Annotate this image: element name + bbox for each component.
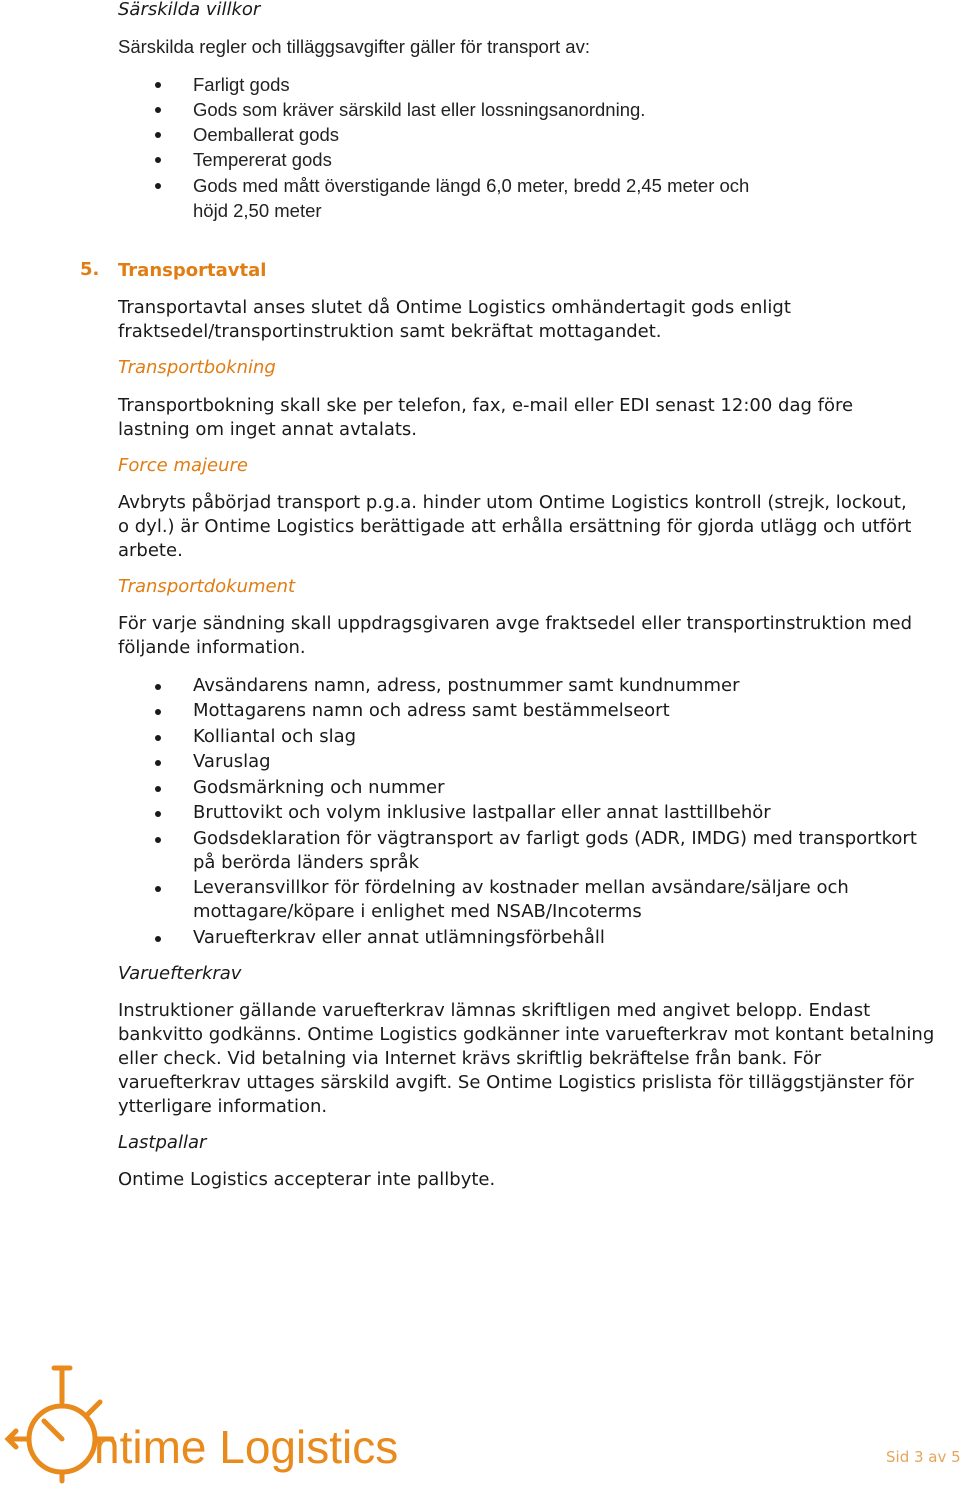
ontime-logistics-logo xyxy=(0,1355,399,1487)
list-item: Gods med mått överstigande längd 6,0 meter, bredd 2,45 meter och xyxy=(193,175,750,196)
bullet xyxy=(155,157,161,163)
bullet xyxy=(155,786,161,792)
list-item: Tempererat gods xyxy=(193,149,332,170)
paragraph: Ontime Logistics accepterar inte pallbyte. xyxy=(118,1169,496,1190)
paragraph-line: Transportbokning skall ske per telefon, fax, e-mail eller EDI senast 12:00 dag före xyxy=(118,395,854,416)
logo-graphic xyxy=(0,1355,399,1482)
paragraph-line: ytterligare information. xyxy=(118,1096,328,1117)
list-item: Godsdeklaration för vägtransport av farligt gods (ADR, IMDG) med transportkort xyxy=(193,828,917,849)
paragraph-line: lastning om inget annat avtalats. xyxy=(118,419,418,440)
logo-wordmark: ntime Logistics xyxy=(94,1421,399,1473)
bullet xyxy=(155,183,161,189)
bullet xyxy=(155,760,161,766)
bullet xyxy=(155,735,161,741)
list-item-continuation: höjd 2,50 meter xyxy=(193,200,322,221)
paragraph-line: fraktsedel/transportinstruktion samt bekräftat mottagandet. xyxy=(118,321,662,342)
section-heading-sarskilda-villkor: Särskilda villkor xyxy=(118,0,261,20)
list-item: Kolliantal och slag xyxy=(193,726,357,747)
list-item-continuation: mottagare/köpare i enlighet med NSAB/Incoterms xyxy=(193,901,642,922)
paragraph: Särskilda regler och tilläggsavgifter gäller för transport av: xyxy=(118,36,590,57)
paragraph-line: bankvitto godkänns. Ontime Logistics godkänner inte varuefterkrav mot kontant betalning xyxy=(118,1024,935,1045)
paragraph-line: arbete. xyxy=(118,540,183,561)
list-item: Mottagarens namn och adress samt bestämmelseort xyxy=(193,700,670,721)
list-item: Oemballerat gods xyxy=(193,124,340,145)
paragraph-line: eller check. Vid betalning via Internet krävs skriftlig bekräftelse från bank. För xyxy=(118,1048,822,1069)
paragraph-line: o dyl.) är Ontime Logistics berättigade att erhålla ersättning för gjorda utlägg och utfört xyxy=(118,516,912,537)
subheading-force-majeure: Force majeure xyxy=(118,455,248,476)
subheading-transportbokning: Transportbokning xyxy=(118,357,276,378)
list-item: Avsändarens namn, adress, postnummer samt kundnummer xyxy=(193,675,740,696)
bullet xyxy=(155,811,161,817)
list-item: Godsmärkning och nummer xyxy=(193,777,445,798)
list-item: Gods som kräver särskild last eller lossningsanordning. xyxy=(193,99,646,120)
subheading-varuefterkrav: Varuefterkrav xyxy=(118,963,242,984)
list-item: Leveransvillkor för fördelning av kostnader mellan avsändare/säljare och xyxy=(193,877,849,898)
subheading-lastpallar: Lastpallar xyxy=(118,1132,207,1153)
bullet xyxy=(155,684,161,690)
bullet xyxy=(155,709,161,715)
page-number: Sid 3 av 5 xyxy=(886,1448,961,1466)
bullet xyxy=(155,886,161,892)
bullet xyxy=(155,82,161,88)
paragraph-line: För varje sändning skall uppdragsgivaren avge fraktsedel eller transportinstruktion med xyxy=(118,613,912,634)
paragraph-line: Transportavtal anses slutet då Ontime Logistics omhändertagit gods enligt xyxy=(118,297,791,318)
bullet xyxy=(155,837,161,843)
list-item: Varuefterkrav eller annat utlämningsförbehåll xyxy=(193,927,605,948)
list-item: Bruttovikt och volym inklusive lastpallar eller annat lasttillbehör xyxy=(193,802,771,823)
section-title-transportavtal: Transportavtal xyxy=(118,260,267,281)
section-number: 5. xyxy=(80,259,100,280)
paragraph-line: Avbryts påbörjad transport p.g.a. hinder utom Ontime Logistics kontroll (strejk, lockout, xyxy=(118,492,907,513)
paragraph-line: varuefterkrav uttages särskild avgift. Se Ontime Logistics prislista för tilläggstjänster för xyxy=(118,1072,914,1093)
bullet xyxy=(155,107,161,113)
bullet xyxy=(155,132,161,138)
list-item: Varuslag xyxy=(193,751,271,772)
paragraph-line: Instruktioner gällande varuefterkrav lämnas skriftligen med angivet belopp. Endast xyxy=(118,1000,871,1021)
paragraph-line: följande information. xyxy=(118,637,306,658)
list-item-continuation: på berörda länders språk xyxy=(193,852,420,873)
bullet xyxy=(155,936,161,942)
subheading-transportdokument: Transportdokument xyxy=(118,576,296,597)
list-item: Farligt gods xyxy=(193,74,290,95)
